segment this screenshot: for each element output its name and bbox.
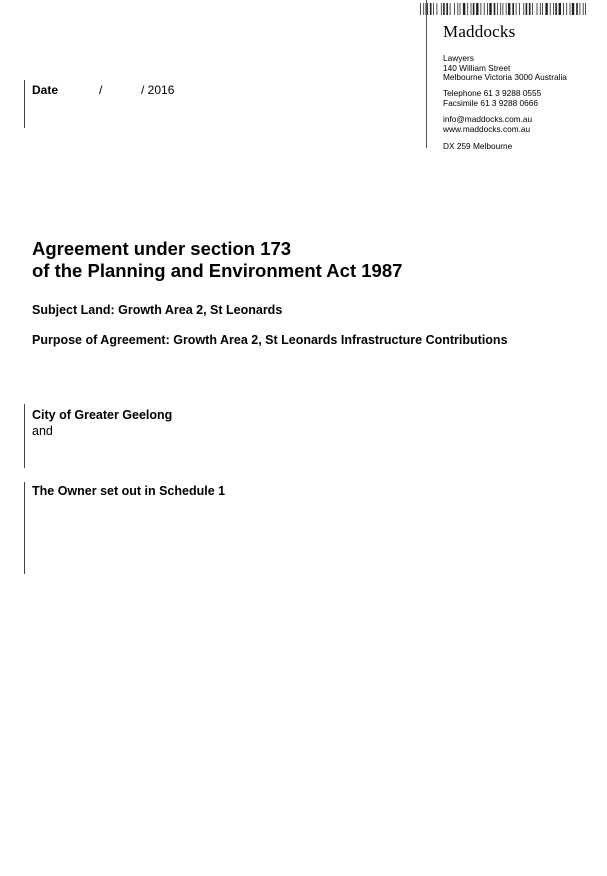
title-line-1: Agreement under section 173 — [32, 238, 292, 259]
barcode-strip — [420, 3, 588, 15]
party1-margin-rule — [24, 404, 25, 468]
contact-email: info@maddocks.com.au — [443, 114, 533, 124]
contact-website: www.maddocks.com.au — [443, 123, 531, 134]
contact-lawyers: Lawyers — [443, 53, 474, 63]
title-line-2: of the Planning and Environment Act 1987 — [32, 260, 403, 281]
contact-street: 140 William Street — [443, 62, 511, 73]
party-conjunction: and — [32, 424, 53, 438]
contact-dx: DX 259 Melbourne — [443, 141, 513, 151]
contact-telephone: Telephone 61 3 9288 0555 — [443, 88, 542, 98]
document-title — [32, 238, 402, 282]
subject-land: Subject Land: Growth Area 2, St Leonards — [32, 303, 283, 317]
date-margin-rule — [24, 80, 25, 128]
contact-city: Melbourne Victoria 3000 Australia — [443, 72, 567, 82]
party2-margin-rule — [24, 482, 25, 574]
date-separator: / — [99, 83, 103, 97]
contact-facsimile: Facsimile 61 3 9288 0666 — [443, 97, 539, 108]
date-year: / 2016 — [141, 83, 175, 97]
party-owner: The Owner set out in Schedule 1 — [32, 484, 226, 498]
date-label: Date — [32, 83, 59, 97]
firm-logo: Maddocks — [443, 22, 516, 41]
header-divider — [426, 0, 427, 148]
purpose-of-agreement: Purpose of Agreement: Growth Area 2, St Leonards Infrastructure Contributions — [32, 333, 508, 347]
party-council: City of Greater Geelong — [32, 408, 173, 422]
